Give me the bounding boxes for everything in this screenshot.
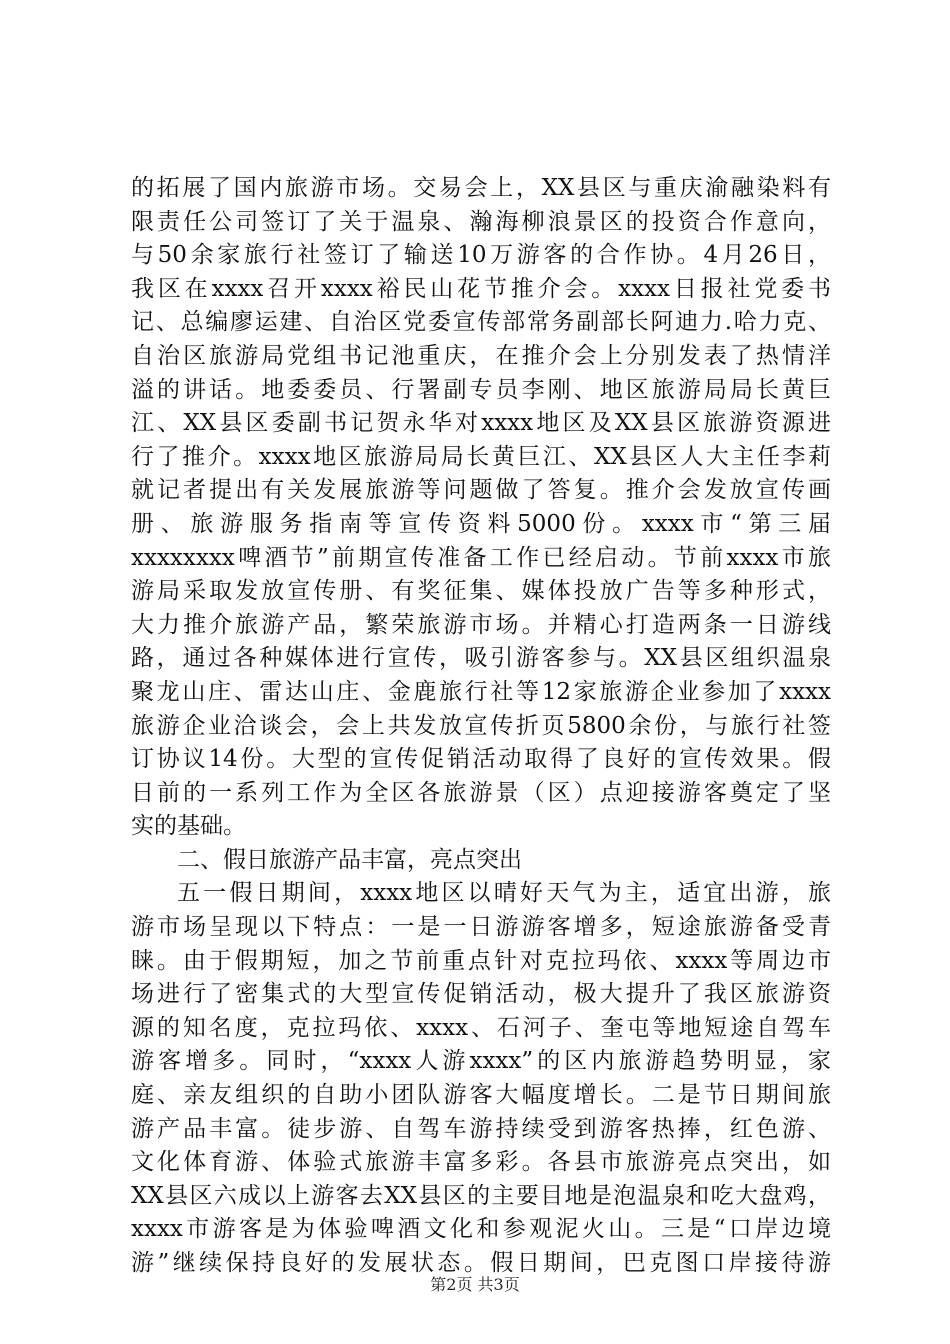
text-line: 记、总编廖运建、自治区党委宣传部常务副部长阿迪力.哈力克、: [131, 309, 831, 336]
text-line: 行了推介。xxxx地区旅游局局长黄巨江、XX县区人大主任李莉: [131, 443, 831, 470]
text-line: 实的基础。: [131, 813, 246, 840]
text-line: 场进行了密集式的大型宣传促销活动，极大提升了我区旅游资: [131, 981, 831, 1008]
text-line: 溢的讲话。地委委员、行署副专员李刚、地区旅游局局长黄巨: [131, 376, 831, 403]
document-body: [131, 172, 831, 1281]
text-line: 游产品丰富。徒步游、自驾车游持续受到游客热捧，红色游、: [131, 1115, 831, 1142]
text-line: xxxxxxxx啤酒节”前期宣传准备工作已经启动。节前xxxx市旅: [131, 544, 831, 571]
text-line: 订协议14份。大型的宣传促销活动取得了良好的宣传效果。假: [131, 746, 831, 773]
text-line: 源的知名度，克拉玛依、xxxx、石河子、奎屯等地短途自驾车: [131, 1014, 831, 1041]
text-line: 旅游企业洽谈会，会上共发放宣传折页5800余份，与旅行社签: [131, 712, 831, 739]
text-line: 游市场呈现以下特点：一是一日游游客增多，短途旅游备受青: [131, 914, 831, 941]
text-line: 庭、亲友组织的自助小团队游客大幅度增长。二是节日期间旅: [131, 1082, 831, 1109]
text-line: 我区在xxxx召开xxxx裕民山花节推介会。xxxx日报社党委书: [131, 275, 831, 302]
text-line: 游客增多。同时，“xxxx人游xxxx”的区内旅游趋势明显，家: [131, 1048, 831, 1075]
text-line: 江、XX县区委副书记贺永华对xxxx地区及XX县区旅游资源进: [131, 410, 831, 437]
paragraph-first-line: 五一假日期间，xxxx地区以晴好天气为主，适宜出游，旅: [177, 880, 831, 907]
text-line: 限责任公司签订了关于温泉、瀚海柳浪景区的投资合作意向，: [131, 208, 831, 235]
text-line: 自治区旅游局党组书记池重庆，在推介会上分别发表了热情洋: [131, 342, 831, 369]
text-line: 路，通过各种媒体进行宣传，吸引游客参与。XX县区组织温泉: [131, 645, 831, 672]
text-line: 与50余家旅行社签订了输送10万游客的合作协。4月26日，: [131, 242, 831, 269]
text-line: 册、旅游服务指南等宣传资料5000份。xxxx市“第三届: [131, 510, 831, 537]
section-heading: 二、假日旅游产品丰富，亮点突出: [177, 846, 522, 873]
text-line: XX县区六成以上游客去XX县区的主要目地是泡温泉和吃大盘鸡，: [131, 1182, 831, 1209]
text-line: 游局采取发放宣传册、有奖征集、媒体投放广告等多种形式，: [131, 578, 831, 605]
text-line: 睐。由于假期短，加之节前重点针对克拉玛依、xxxx等周边市: [131, 947, 831, 974]
text-line: xxxx市游客是为体验啤酒文化和参观泥火山。三是“口岸边境: [131, 1216, 831, 1243]
text-line: 大力推介旅游产品，繁荣旅游市场。并精心打造两条一日游线: [131, 611, 831, 638]
page-footer: 第2页 共3页: [430, 1275, 520, 1294]
text-line: 聚龙山庄、雷达山庄、金鹿旅行社等12家旅游企业参加了xxxx: [131, 678, 831, 705]
text-line: 的拓展了国内旅游市场。交易会上，XX县区与重庆渝融染料有: [131, 175, 831, 201]
text-line: 日前的一系列工作为全区各旅游景（区）点迎接游客奠定了坚: [131, 779, 831, 806]
text-line: 就记者提出有关发展旅游等问题做了答复。推介会发放宣传画: [131, 477, 831, 504]
text-line: 游”继续保持良好的发展状态。假日期间，巴克图口岸接待游: [131, 1250, 831, 1276]
text-line: 文化体育游、体验式旅游丰富多彩。各县市旅游亮点突出，如: [131, 1149, 831, 1176]
